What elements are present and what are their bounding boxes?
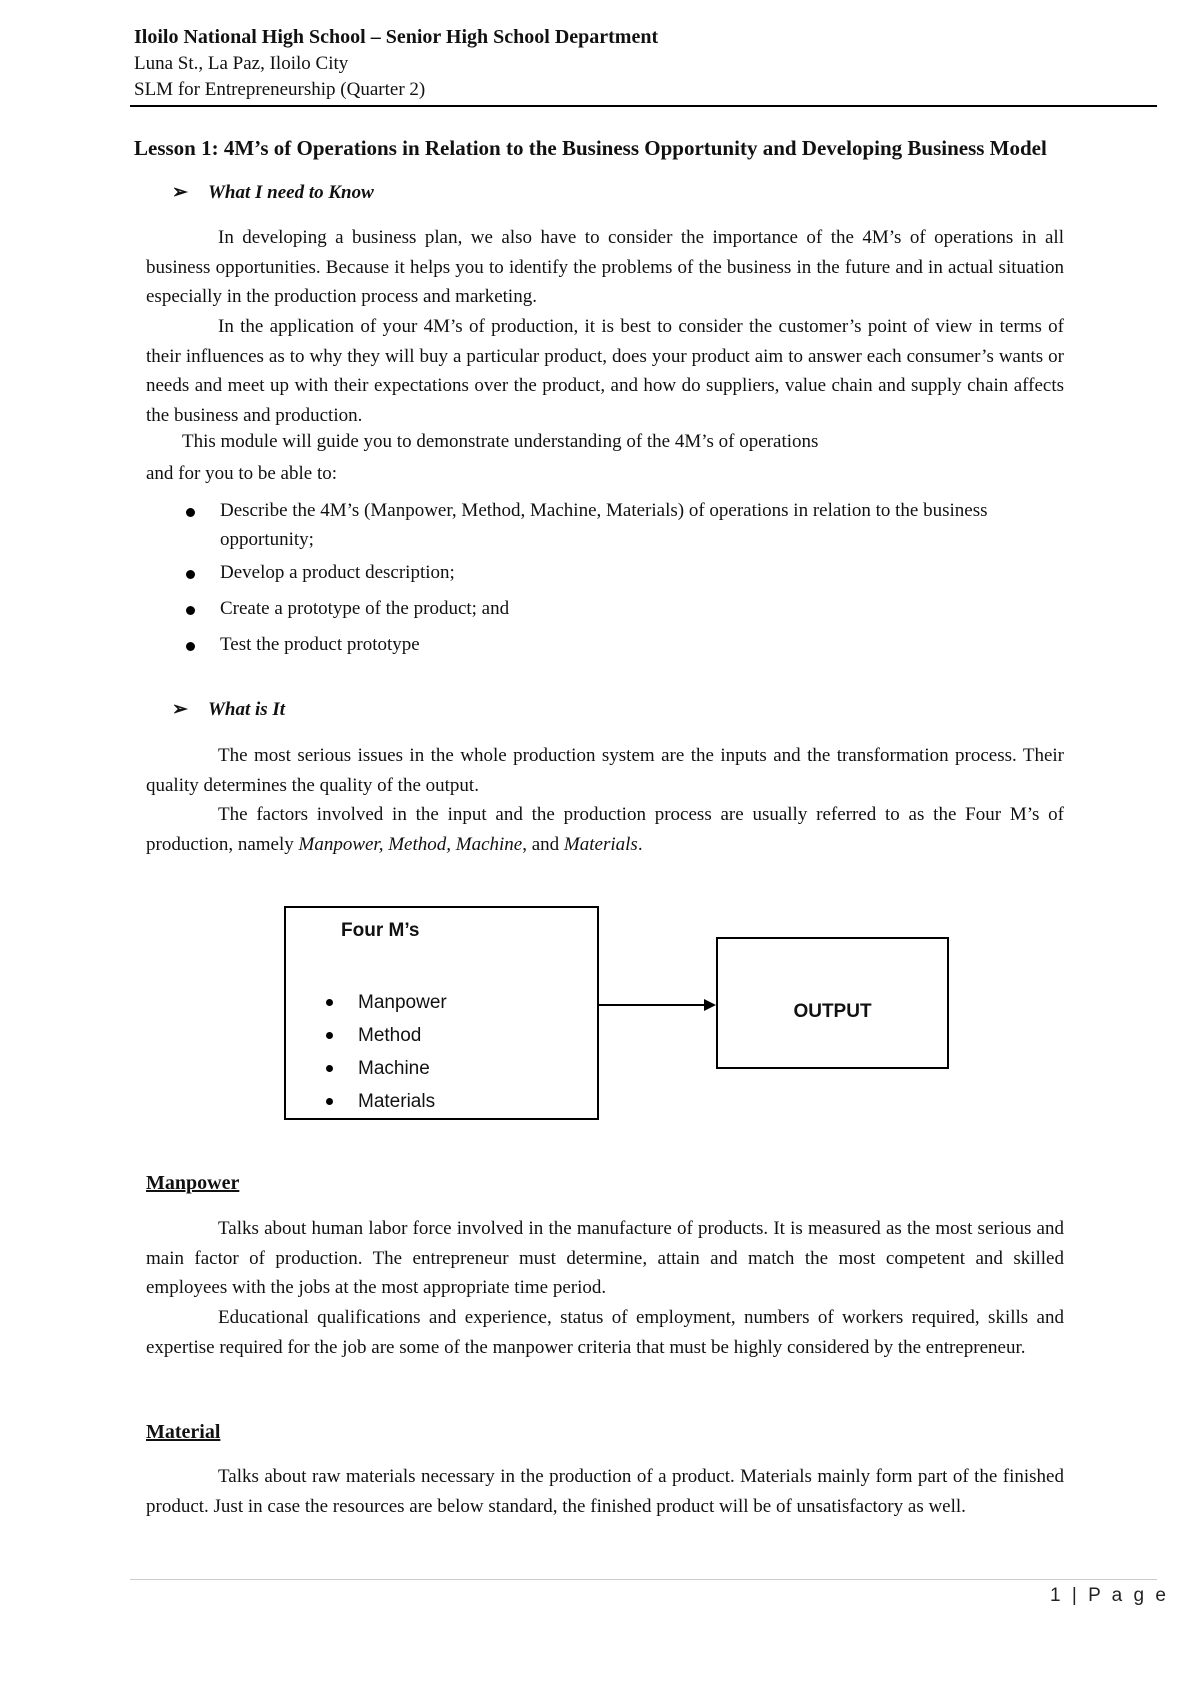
list-item: Create a prototype of the product; and [180,594,1060,623]
section-heading-label: What is It [208,699,286,720]
four-ms-list [324,986,447,1118]
list-item: Machine [324,1052,447,1085]
bullet-icon [186,570,195,579]
flow-arrow-icon [598,995,718,1015]
list-item: Test the product prototype [180,630,1060,659]
paragraph: In developing a business plan, we also have to consider the importance of the 4M’s of operations in all business opportunities. Because it helps you to identify the problems of the business in the future and in actual situation especially in the production process and marketing. [146,227,1064,307]
output-box [716,937,949,1069]
paragraph-line: and for you to be able to: [146,463,338,484]
list-item: Manpower [324,986,447,1019]
section-heading-what-is-it [172,698,285,721]
bullet-icon [186,642,195,651]
bullet-icon [326,999,333,1006]
bullet-icon [186,508,195,517]
paragraph: Educational qualifications and experience, status of employment, numbers of workers required, skills and expertise required for the job are some of the manpower criteria that must be highly considered by the entrepreneur. [146,1307,1064,1358]
bullet-icon [186,606,195,615]
paragraph: Talks about human labor force involved in the manufacture of products. It is measured as the most serious and main factor of production. The entrepreneur must determine, attain and match the most competent and skilled employees with the jobs at the most appropriate time period. [146,1218,1064,1298]
section-heading-what-i-need-to-know [172,181,374,204]
paragraph-line: This module will guide you to demonstrate understanding of the 4M’s of operations [182,431,819,452]
course-title: SLM for Entrepreneurship (Quarter 2) [134,79,426,100]
four-ms-box [284,906,599,1120]
four-ms-title: Four M’s [341,920,420,941]
paragraph: The factors involved in the input and the production process are usually referred to as the Four M’s of production, namely Manpower, Method, Machine, and Materials. [146,804,1064,855]
section-heading-label: What I need to Know [208,182,374,203]
paragraph: In the application of your 4M’s of production, it is best to consider the customer’s point of view in terms of their influences as to why they will buy a particular product, does your product aim to answer each consumer’s wants or needs and meet up with their expectations over the product, and how do suppliers, value chain and supply chain affects the business and production. [146,316,1064,426]
header-rule [130,105,1157,107]
bullet-icon [326,1098,333,1105]
list-item: Describe the 4M’s (Manpower, Method, Machine, Materials) of operations in relation to the business opportunity; [180,496,1060,554]
bullet-icon [326,1065,333,1072]
footer-rule [130,1579,1157,1580]
output-label: OUTPUT [793,1001,872,1022]
school-name: Iloilo National High School – Senior High School Department [134,26,659,48]
paragraph: Talks about raw materials necessary in the production of a product. Materials mainly form part of the finished product. Just in case the resources are below standard, the finished product will be of unsatisfactory as well. [146,1466,1064,1517]
bullet-icon [326,1032,333,1039]
page-number: 1 | P a g e [1050,1585,1169,1606]
list-item: Materials [324,1085,447,1118]
list-item: Develop a product description; [180,558,1060,587]
arrow-bullet-icon: ➢ [172,182,188,203]
lesson-title: Lesson 1: 4M’s of Operations in Relation to the Business Opportunity and Developing Business Model [134,136,1047,160]
paragraph: The most serious issues in the whole production system are the inputs and the transformation process. Their quality determines the quality of the output. [146,745,1064,796]
material-heading: Material [146,1421,221,1443]
manpower-heading: Manpower [146,1172,240,1194]
objectives-list [180,496,1060,659]
list-item: Method [324,1019,447,1052]
school-address: Luna St., La Paz, Iloilo City [134,53,349,74]
arrow-bullet-icon: ➢ [172,699,188,720]
